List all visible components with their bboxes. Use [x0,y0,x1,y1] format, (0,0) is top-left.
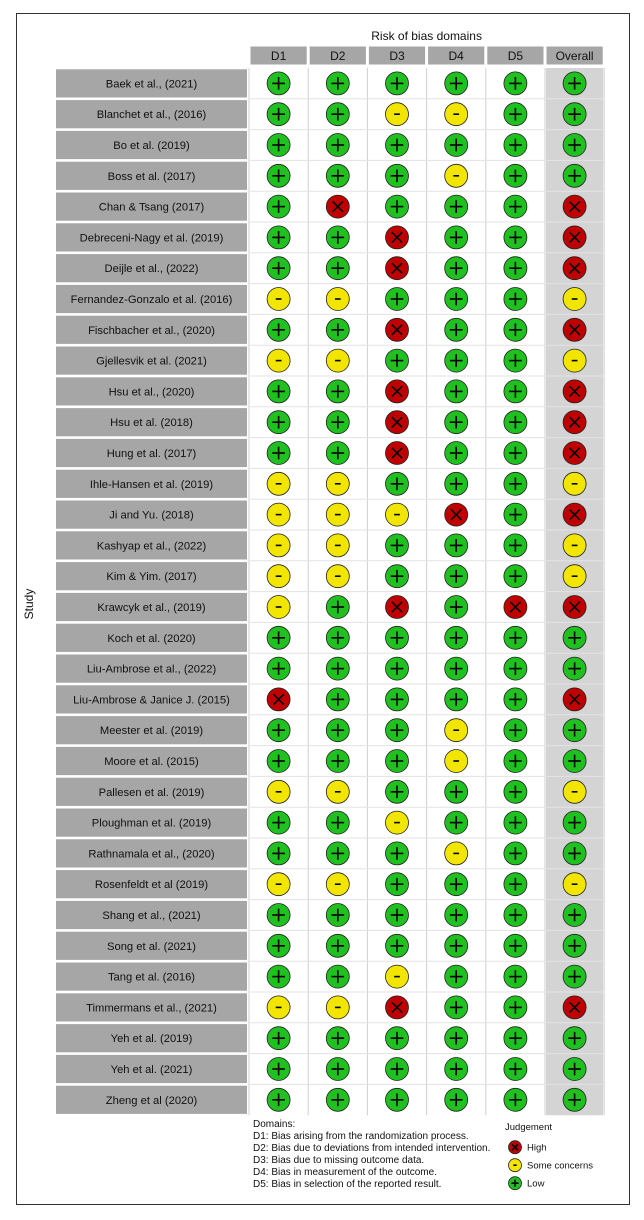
header-label-d5: D5 [507,49,524,63]
domains-title: Domains: [253,1119,296,1131]
domain-description: D4: Bias in measurement of the outcome. [253,1167,437,1179]
study-label: Ihle-Hansen et al. (2019) [89,478,214,491]
study-label: Hsu et al., (2020) [108,386,195,399]
study-label: Zheng et al (2020) [105,1094,198,1107]
study-label: Pallesen et al. (2019) [98,786,205,799]
study-label: Boss et al. (2017) [107,170,196,183]
domain-description: D2: Bias due to deviations from intended intervention. [253,1143,491,1155]
study-label: Liu-Ambrose & Janice J. (2015) [73,694,230,707]
legend-label-high: High [527,1142,547,1154]
study-label: Rathnamala et al., (2020) [88,848,215,861]
header-label-d2: D2 [330,49,346,63]
study-label: Kashyap et al., (2022) [96,540,207,553]
study-label: Yeh et al. (2019) [110,1033,193,1046]
study-label: Song et al. (2021) [107,940,196,953]
study-label: Kim & Yim. (2017) [106,571,197,584]
header-label-d4: D4 [448,49,464,63]
study-label: Baek et al., (2021) [105,78,198,91]
study-label: Gjellesvik et al. (2021) [96,355,207,368]
domain-description: D1: Bias arising from the randomization process. [253,1131,469,1143]
legend-title: Judgement [505,1122,553,1134]
study-label: Hsu et al. (2018) [110,417,193,430]
legend-label-some-concerns: Some concerns [527,1160,594,1172]
study-label: Ploughman et al. (2019) [91,817,212,830]
chart-title: Risk of bias domains [371,29,482,43]
domain-description: D5: Bias in selection of the reported result. [253,1179,442,1191]
y-axis-label: Study [22,588,36,620]
study-label: Chan & Tsang (2017) [98,201,205,214]
study-label: Krawcyk et al., (2019) [97,602,206,614]
study-label: Liu-Ambrose et al., (2022) [86,663,217,676]
study-label: Fischbacher et al., (2020) [88,324,215,337]
study-label: Fernandez-Gonzalo et al. (2016) [70,294,233,306]
study-label: Rosenfeldt et al (2019) [94,879,209,892]
legend-label-low: Low [527,1178,545,1190]
study-label: Koch et al. (2020) [107,632,196,645]
study-label: Ji and Yu. (2018) [109,509,194,522]
study-label: Bo et al. (2019) [113,140,190,152]
study-label: Meester et al. (2019) [99,725,204,738]
figure-frame [16,13,630,1205]
header-label-d1: D1 [270,49,287,63]
risk-of-bias-chart [17,14,629,1204]
study-label: Blanchet et al., (2016) [96,109,207,122]
study-label: Shang et al., (2021) [102,910,201,922]
study-label: Tang et al. (2016) [107,971,196,984]
study-label: Hung et al. (2017) [106,448,197,460]
study-label: Moore et al. (2015) [104,756,199,768]
domain-description: D3: Bias due to missing outcome data. [253,1155,425,1167]
study-label: Yeh et al. (2021) [110,1064,193,1076]
study-label: Debreceni-Nagy et al. (2019) [79,232,224,245]
header-label-d3: D3 [389,49,405,63]
header-label-overall: Overall [555,49,594,63]
study-label: Deijle et al., (2022) [104,263,199,276]
study-label: Timmermans et al., (2021) [86,1002,217,1015]
